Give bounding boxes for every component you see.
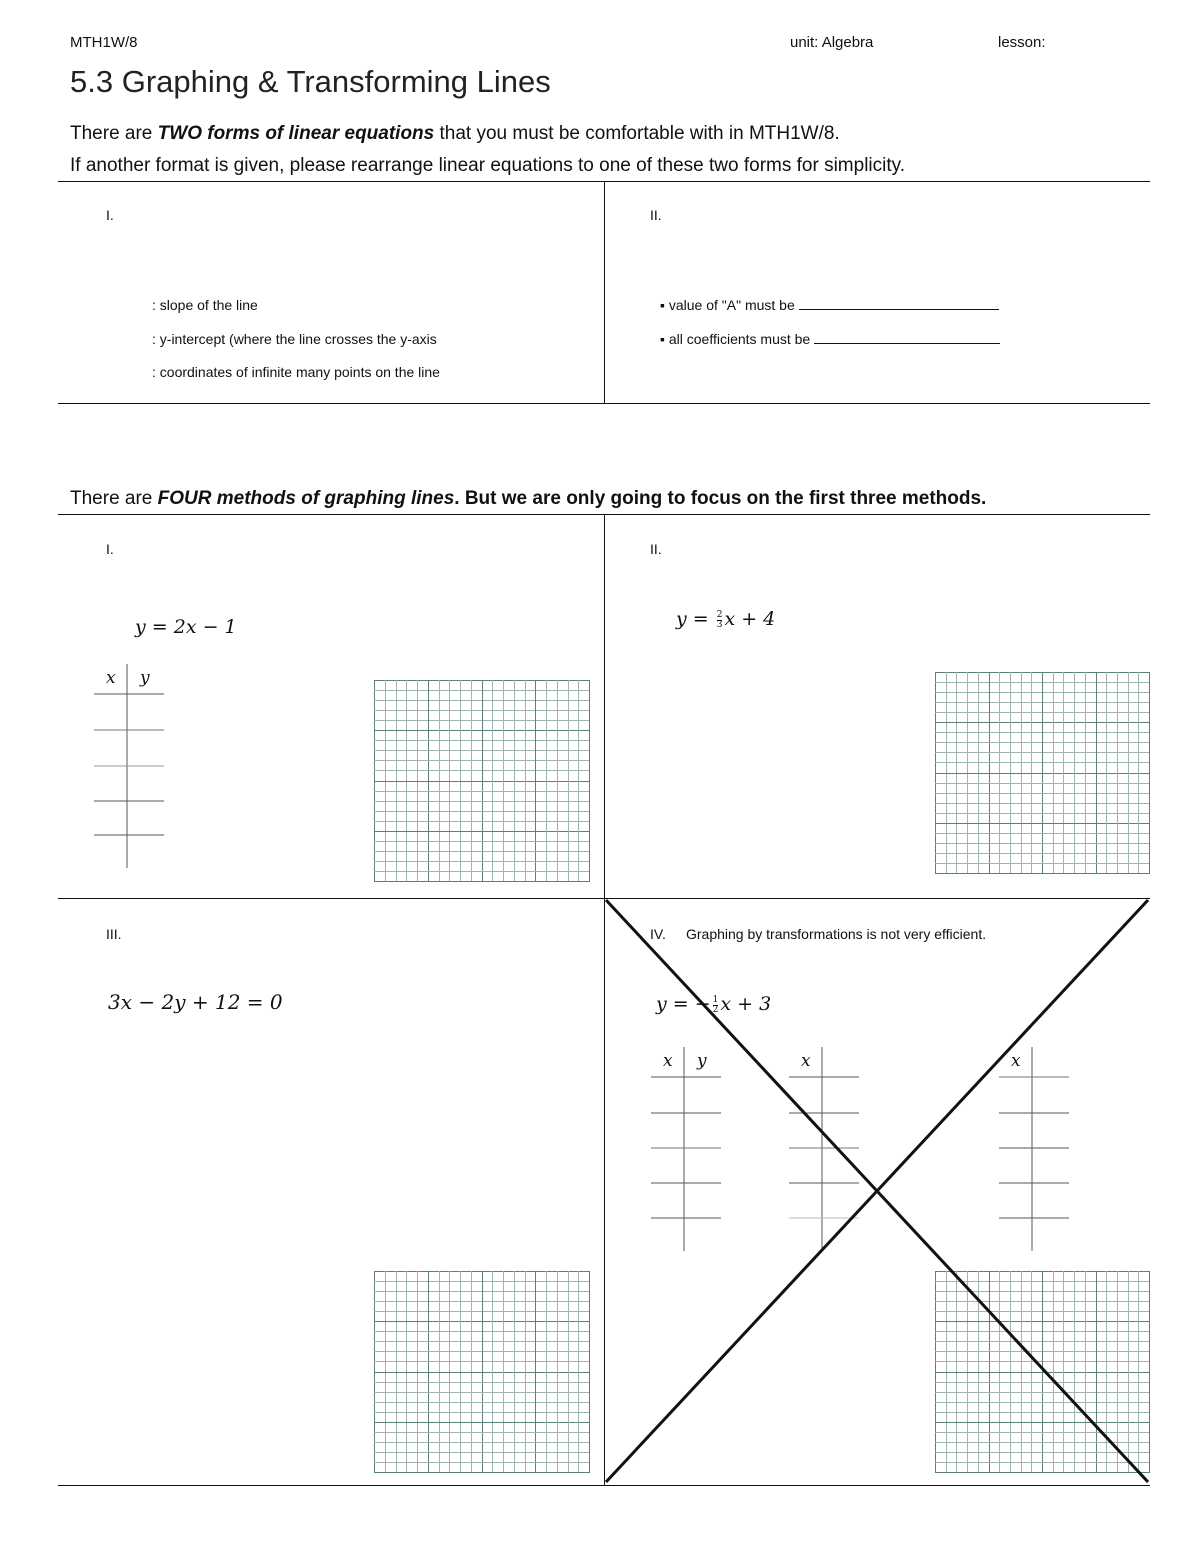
cross-out-mark [604, 898, 1152, 1486]
method-4-equation: y = − $\frac{1}{2}$ x + 3 [656, 993, 772, 1015]
method-1-equation: y = 2x − 1 [135, 616, 237, 638]
lesson-label: lesson: [998, 34, 1046, 51]
form-1-slope: : slope of the line [152, 297, 258, 313]
methods-intro: There are FOUR methods of graphing lines. But we are only going to focus on the first three methods. [70, 488, 987, 509]
form-1-points: : coordinates of infinite many points on the line [152, 364, 440, 380]
table-x-header: x [801, 1051, 811, 1071]
unit-label: unit: Algebra [790, 34, 874, 51]
method-3-label: III. [106, 926, 122, 942]
table-x-header: x [663, 1051, 673, 1071]
method-4-label: IV. [650, 926, 666, 942]
method-1-label: I. [106, 541, 114, 557]
course-code: MTH1W/8 [70, 34, 138, 51]
forms-bottom-rule [58, 403, 1150, 404]
table-x-header: x [1011, 1051, 1021, 1071]
form-2-rule-a: ▪ value of "A" must be [660, 297, 999, 313]
graph-grid-3[interactable] [374, 1271, 590, 1473]
forms-intro-line1: There are TWO forms of linear equations that you must be comfortable with in MTH1W/8. [70, 123, 840, 144]
graph-grid-2[interactable] [935, 672, 1150, 874]
blank-line[interactable] [799, 308, 999, 310]
method-2-equation: y = $\frac{2}{3}$ x + 4 [676, 608, 776, 630]
table-x-header: x [106, 668, 116, 688]
forms-intro-line2: If another format is given, please rearrange linear equations to one of these two forms for simplicity. [70, 155, 906, 176]
form-1-label: I. [106, 207, 114, 223]
forms-intro-emphasis: TWO forms of linear equations [157, 123, 435, 144]
graph-grid-1[interactable] [374, 680, 590, 882]
method-3-equation: 3x − 2y + 12 = 0 [108, 990, 283, 1014]
form-2-label: II. [650, 207, 662, 223]
method-1-table [94, 664, 164, 870]
method-2-label: II. [650, 541, 662, 557]
method-4-note: Graphing by transformations is not very efficient. [686, 926, 987, 942]
form-1-intercept: : y-intercept (where the line crosses the y-axis [152, 331, 437, 347]
form-2-rule-coefficients: ▪ all coefficients must be [660, 331, 1000, 347]
methods-intro-emphasis: FOUR methods of graphing lines [157, 488, 455, 509]
table-y-header: y [697, 1051, 707, 1071]
page-title: 5.3 Graphing & Transforming Lines [70, 64, 551, 99]
table-y-header: y [140, 668, 150, 688]
forms-divider [604, 181, 605, 403]
blank-line[interactable] [814, 342, 1000, 344]
